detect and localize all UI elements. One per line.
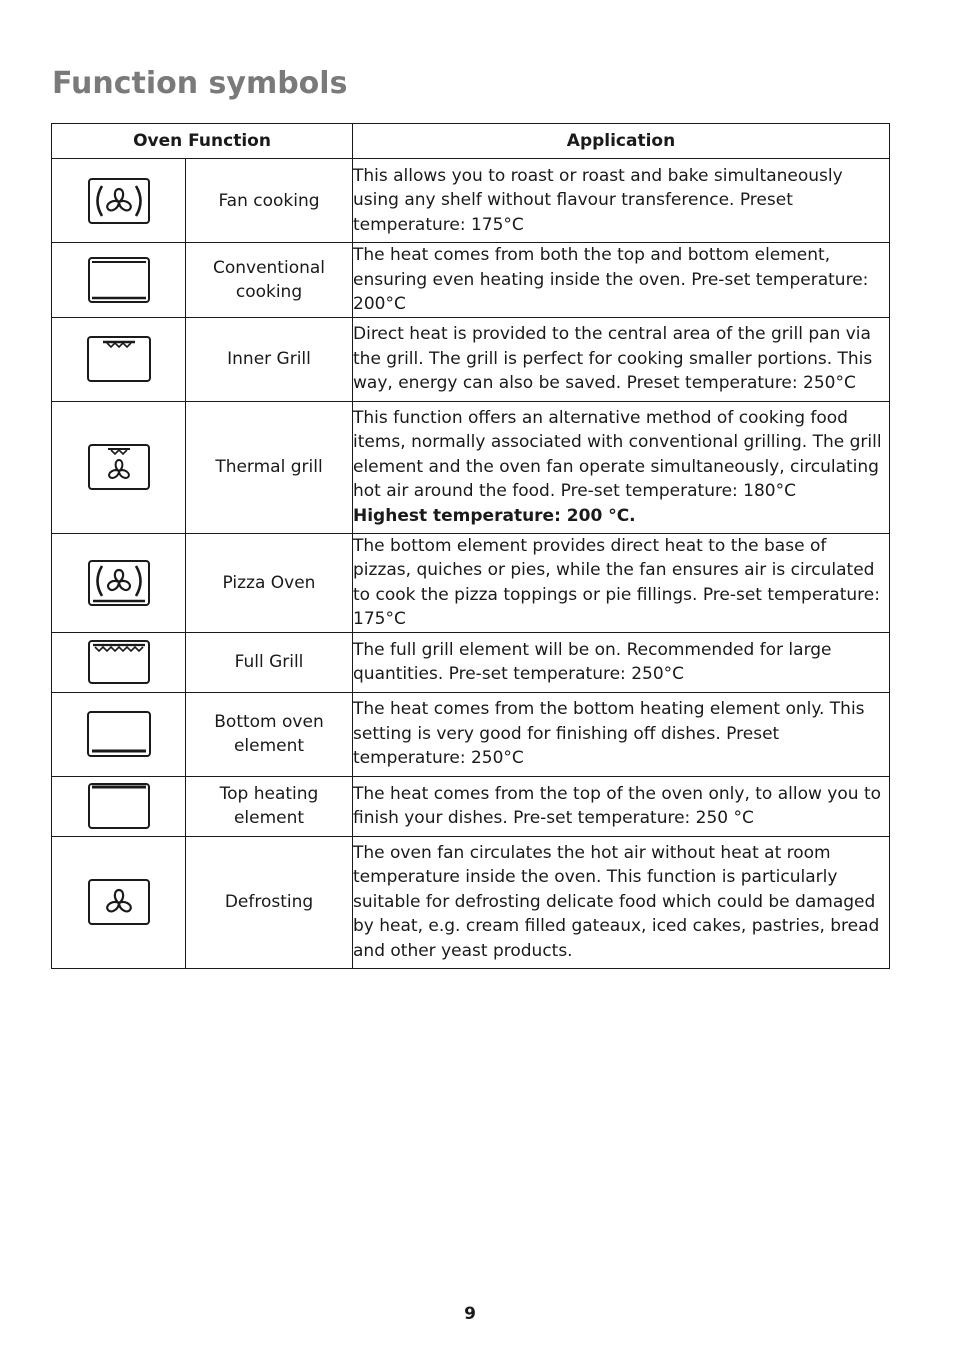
application-text: The oven fan circulates the hot air without heat at room temperature inside the oven. This function is particularly suitable for defrosting delicate food which could be damaged by heat, e.g. cream filled gateaux, iced cakes, pastries, bread and other yeast products. — [353, 842, 880, 961]
application-text: The full grill element will be on. Recommended for large quantities. Pre-set temperature: 250°C — [353, 639, 832, 684]
function-name: Pizza Oven — [186, 533, 353, 632]
application-text: The heat comes from both the top and bottom element, ensuring even heating inside the oven. Pre-set temperature: 200°C — [353, 245, 869, 314]
function-name: Full Grill — [186, 632, 353, 692]
application-text: This allows you to roast or roast and bake simultaneously using any shelf without flavour transference. Preset temperature: 175°C — [353, 165, 843, 235]
table-row — [52, 692, 890, 776]
thermal-grill-icon — [88, 444, 150, 490]
table-row — [52, 243, 890, 318]
application-text: The heat comes from the top of the oven only, to allow you to finish your dishes. Pre-set temperature: 250 °C — [353, 783, 882, 828]
table-header-row — [52, 124, 890, 159]
top-heating-element-icon — [88, 783, 150, 829]
conventional-cooking-icon — [88, 257, 150, 303]
table-row — [52, 159, 890, 243]
fan-cooking-icon — [88, 178, 150, 224]
function-name: Inner Grill — [186, 317, 353, 401]
table-row — [52, 533, 890, 632]
table-row — [52, 836, 890, 968]
header-oven-function: Oven Function — [52, 124, 353, 159]
application-text: The heat comes from the bottom heating element only. This setting is very good for finishing off dishes. Preset temperature: 250°C — [353, 699, 865, 769]
table-row — [52, 401, 890, 533]
pizza-oven-icon — [88, 560, 150, 606]
defrosting-icon — [88, 879, 150, 925]
application-text: The bottom element provides direct heat to the base of pizzas, quiches or pies, while the fan ensures air is circulated to cook the pizza toppings or pie fillings. Pre-set temperature: 175°C — [353, 535, 880, 629]
function-name: Conventional cooking — [186, 243, 353, 318]
function-name: Bottom oven element — [186, 692, 353, 776]
inner-grill-icon — [87, 336, 151, 382]
page-number: 9 — [464, 1304, 476, 1324]
table-row — [52, 776, 890, 836]
bottom-oven-element-icon — [87, 711, 151, 757]
function-name: Defrosting — [186, 836, 353, 968]
header-application: Application — [353, 124, 890, 159]
function-name: Thermal grill — [186, 401, 353, 533]
highest-temperature-note: Highest temperature: 200 °C. — [353, 505, 636, 526]
table-row — [52, 317, 890, 401]
full-grill-icon — [88, 640, 150, 684]
application-text: Direct heat is provided to the central area of the grill pan via the grill. The grill is perfect for cooking smaller portions. This way, energy can also be saved. Preset temperature: 250°C — [353, 324, 873, 394]
function-name: Fan cooking — [186, 159, 353, 243]
function-symbols-table — [51, 123, 890, 969]
function-name: Top heating element — [186, 776, 353, 836]
table-row — [52, 632, 890, 692]
page-title: Function symbols — [52, 66, 348, 101]
application-text: This function offers an alternative method of cooking food items, normally associated with conventional grilling. The grill element and the oven fan operate simultaneously, circulating hot air around the food. Pre-set temperature: 180°C — [353, 407, 882, 502]
